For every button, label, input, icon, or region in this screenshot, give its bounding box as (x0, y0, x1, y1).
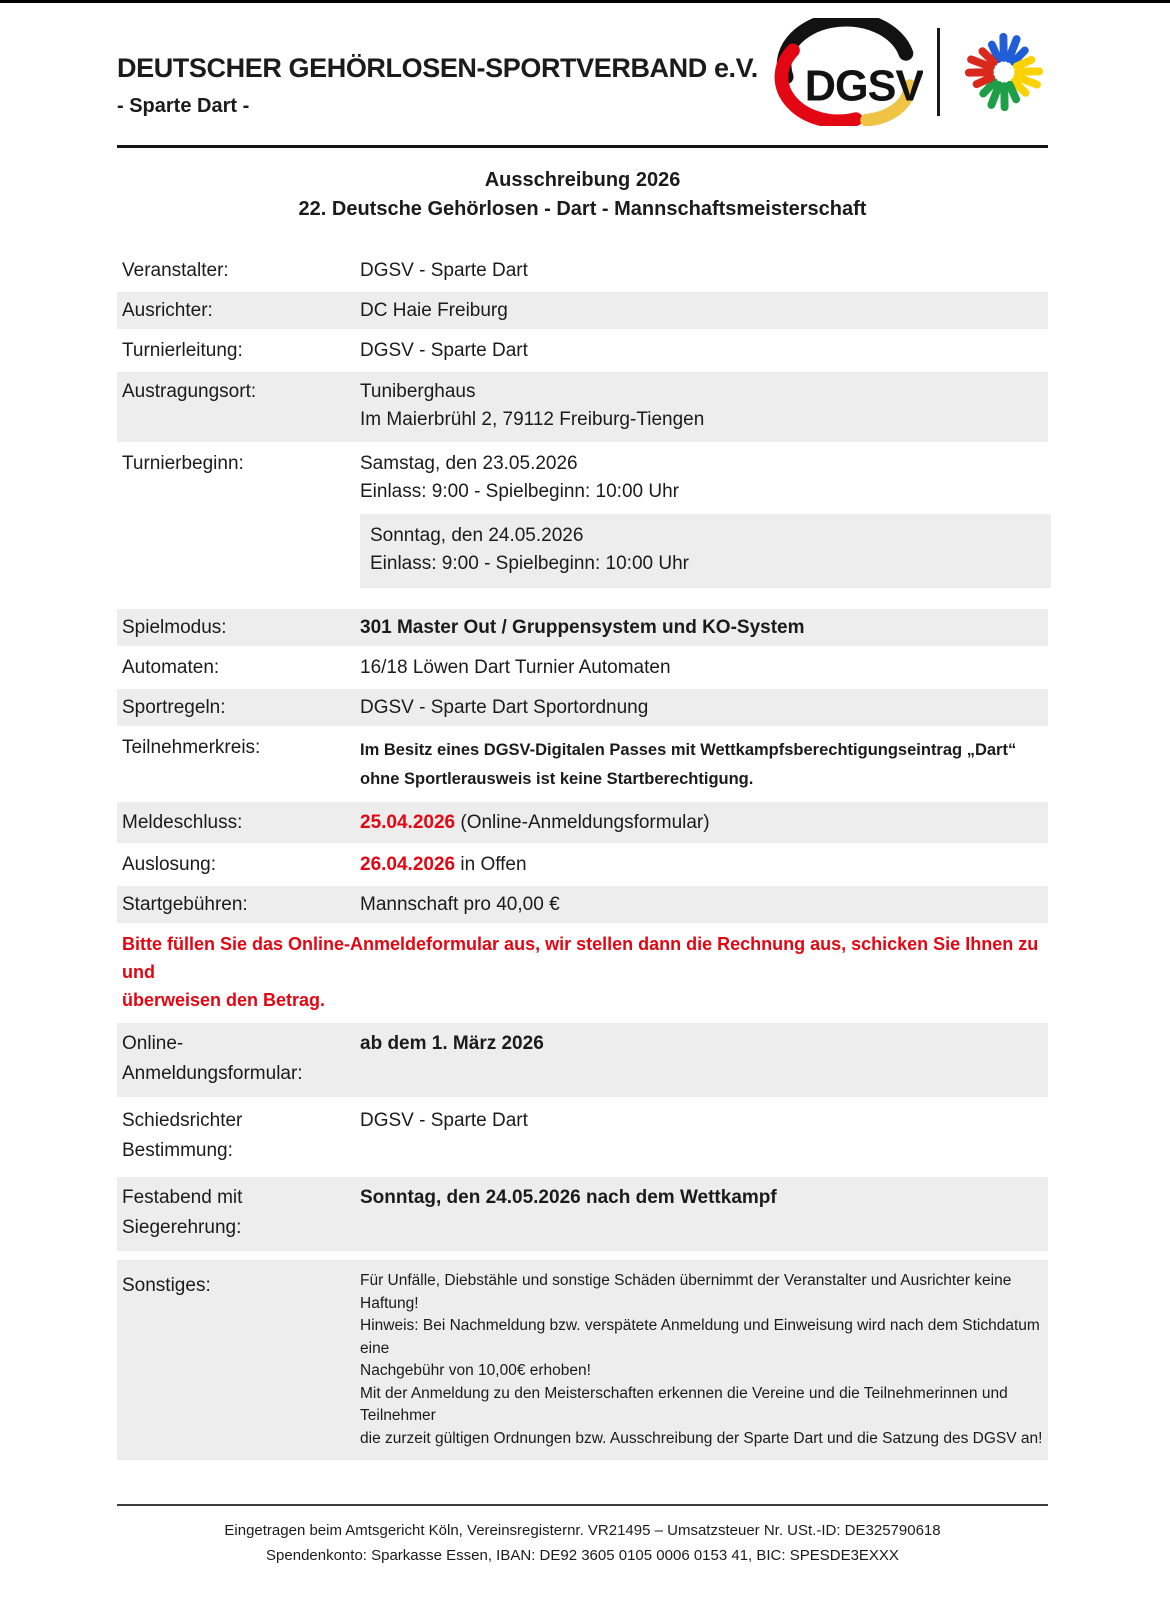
row-label: Schiedsrichter Bestimmung: (122, 1110, 243, 1161)
row-label: Veranstalter: (122, 260, 229, 281)
footer-rule (117, 1504, 1048, 1506)
table-row-startgebuehren (117, 886, 1048, 923)
row-label (117, 514, 357, 588)
table-row-sportregeln (117, 689, 1048, 726)
table-row-meldeschluss (117, 802, 1048, 843)
row-value: DGSV - Sparte Dart (360, 1110, 528, 1131)
row-label: Sportregeln: (122, 697, 226, 718)
row-value: Tuniberghaus Im Maierbrühl 2, 79112 Freiburg-Tiengen (360, 381, 705, 430)
row-label: Ausrichter: (122, 300, 213, 321)
row-value: Sonntag, den 24.05.2026 nach dem Wettkampf (360, 1187, 777, 1208)
header-rule (117, 145, 1048, 148)
page-footer (117, 1504, 1048, 1568)
row-value: ab dem 1. März 2026 (360, 1033, 544, 1054)
row-value: DGSV - Sparte Dart (360, 260, 528, 281)
row-label: Spielmodus: (122, 617, 227, 638)
section-gap (117, 588, 1048, 609)
table-row-teilnehmerkreis (117, 729, 1048, 799)
info-table (117, 252, 1048, 1460)
row-value: Samstag, den 23.05.2026 Einlass: 9:00 - Spielbeginn: 10:00 Uhr (360, 453, 679, 502)
table-row-austragungsort (117, 372, 1048, 442)
table-row-ausrichter (117, 292, 1048, 329)
dgsv-logo-icon (771, 18, 923, 126)
doc-title-line2: 22. Deutsche Gehörlosen - Dart - Mannschaftsmeisterschaft (298, 198, 867, 220)
table-row-festabend (117, 1177, 1048, 1251)
row-label: Startgebühren: (122, 894, 248, 915)
row-label: Online- Anmeldungsformular: (122, 1033, 303, 1084)
deadline-date: 25.04.2026 (360, 812, 456, 833)
row-label: Meldeschluss: (122, 812, 243, 833)
registration-notice: Bitte füllen Sie das Online-Anmeldeformular aus, wir stellen dann die Rechnung aus, schicken Sie Ihnen zu und überweisen den Betrag. (122, 934, 1039, 1010)
table-row-spielmodus (117, 609, 1048, 646)
doc-title (117, 166, 1048, 224)
table-row-sonstiges (117, 1260, 1048, 1460)
logo-divider (937, 28, 940, 116)
row-label: Teilnehmerkreis: (122, 737, 261, 758)
table-row-veranstalter (117, 252, 1048, 289)
table-row-turnierbeginn (117, 445, 1048, 511)
row-value: 16/18 Löwen Dart Turnier Automaten (360, 657, 671, 678)
row-label: Auslosung: (122, 854, 217, 875)
division-subtitle: - Sparte Dart - (117, 95, 250, 117)
row-value: Für Unfälle, Diebstähle und sonstige Schäden übernimmt der Veranstalter und Ausrichter keine Haftung! Hinweis: Bei Nachmeldung bzw. verspätete Anmeldung und Einweisung wird nach dem Stichdatum eine Nachgebühr von 10,00€ erhoben! Mit der Anmeldung zu den Meisterschaften erkennen die Vereine und die Teilnehmerinnen und Teilnehmer die zurzeit gültigen Ordnungen bzw. Ausschreibung der Sparte Dart und die Satzung des DGSV an! (360, 1272, 1043, 1447)
row-value: DGSV - Sparte Dart Sportordnung (360, 697, 649, 718)
svg-text:DGSV: DGSV (804, 62, 923, 111)
row-label: Turnierbeginn: (122, 453, 244, 474)
doc-title-line1: Ausschreibung 2026 (484, 169, 681, 191)
table-row-auslosung (117, 846, 1048, 883)
org-name: DEUTSCHER GEHÖRLOSEN-SPORTVERBAND e.V. (117, 53, 758, 83)
row-label: Festabend mit Siegerehrung: (122, 1187, 243, 1238)
table-row-automaten (117, 649, 1048, 686)
letterhead (117, 3, 1048, 148)
footer-bank: Spendenkonto: Sparkasse Essen, IBAN: DE92 3605 0105 0006 0153 41, BIC: SPESDE3EXXX (266, 1547, 899, 1564)
table-row-turnierbeginn-sonntag (117, 514, 1048, 588)
row-label: Automaten: (122, 657, 220, 678)
logo-block (771, 18, 1048, 126)
draw-date: 26.04.2026 (360, 854, 456, 875)
table-row-schiedsrichter (117, 1100, 1048, 1174)
document-page (0, 3, 1170, 1460)
footer-registration: Eingetragen beim Amtsgericht Köln, Vereinsregisternr. VR21495 – Umsatzsteuer Nr. USt.-ID: DE325790618 (224, 1522, 941, 1539)
row-value: 26.04.2026 in Offen (360, 854, 527, 875)
row-label: Sonstiges: (122, 1275, 211, 1296)
row-value: DGSV - Sparte Dart (360, 340, 528, 361)
row-value: 301 Master Out / Gruppensystem und KO-System (360, 617, 805, 638)
row-value: Mannschaft pro 40,00 € (360, 894, 560, 915)
deaflympics-pinwheel-icon (960, 28, 1048, 116)
row-value: DC Haie Freiburg (360, 300, 508, 321)
row-value: 25.04.2026 (Online-Anmeldungsformular) (360, 812, 710, 833)
row-value (357, 514, 1051, 588)
row-label: Austragungsort: (122, 381, 257, 402)
table-row-anmeldungsformular (117, 1023, 1048, 1097)
highlighted-value-block: Sonntag, den 24.05.2026 Einlass: 9:00 - Spielbeginn: 10:00 Uhr (360, 514, 1051, 588)
table-row-turnierleitung (117, 332, 1048, 369)
row-value: Im Besitz eines DGSV-Digitalen Passes mit Wettkampfsberechtigungseintrag „Dart“ ohne Sportlerausweis ist keine Startberechtigung. (360, 741, 1017, 788)
row-label: Turnierleitung: (122, 340, 243, 361)
